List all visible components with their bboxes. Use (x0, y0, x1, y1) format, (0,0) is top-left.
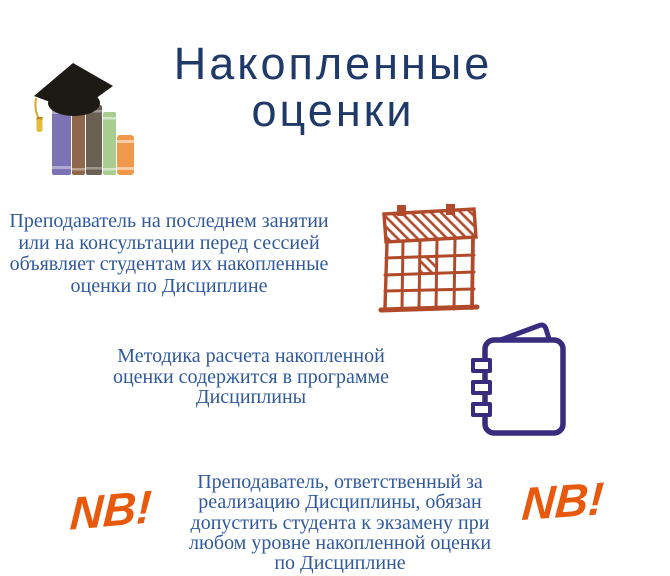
nb-annotation-left: NB! (68, 480, 153, 540)
notebook-icon (468, 317, 568, 437)
announcement-line-1: Преподаватель на последнем занятии (9, 210, 329, 232)
nb-annotation-right: NB! (520, 471, 606, 531)
page-title-line-2: оценки (251, 85, 415, 136)
books-graduation-cap-graphic (30, 56, 170, 180)
admission-line-5: по Дисциплине (274, 552, 406, 575)
admission-line-3: допустить студента к экзамену при (190, 511, 490, 534)
announcement-line-2: или на консультации перед сессией (18, 231, 320, 254)
admission-line-1: Преподаватель, ответственный за (197, 471, 483, 493)
announcement-line-3: объявляет студентам их накопленные (9, 253, 329, 275)
calendar-icon (370, 196, 485, 314)
notebook-graphic (468, 317, 568, 437)
methodology-line-3: Дисциплины (195, 386, 307, 408)
methodology-line-2: оценки содержится в программе (112, 365, 390, 388)
page-title-line-1: Накопленные (173, 38, 493, 89)
methodology-line-1: Методика расчета накопленной (117, 345, 385, 367)
section-announcement-text (8, 211, 330, 297)
admission-line-4: любом уровне накопленной оценки (188, 531, 492, 554)
section-methodology-text (91, 346, 411, 408)
books-graduation-cap-icon (30, 56, 170, 180)
admission-line-2: реализацию Дисциплины, обязан (198, 491, 482, 514)
section-admission-text (179, 472, 501, 573)
calendar-graphic (370, 196, 485, 314)
page-title (163, 40, 503, 134)
announcement-line-4: оценки по Дисциплине (70, 274, 268, 297)
